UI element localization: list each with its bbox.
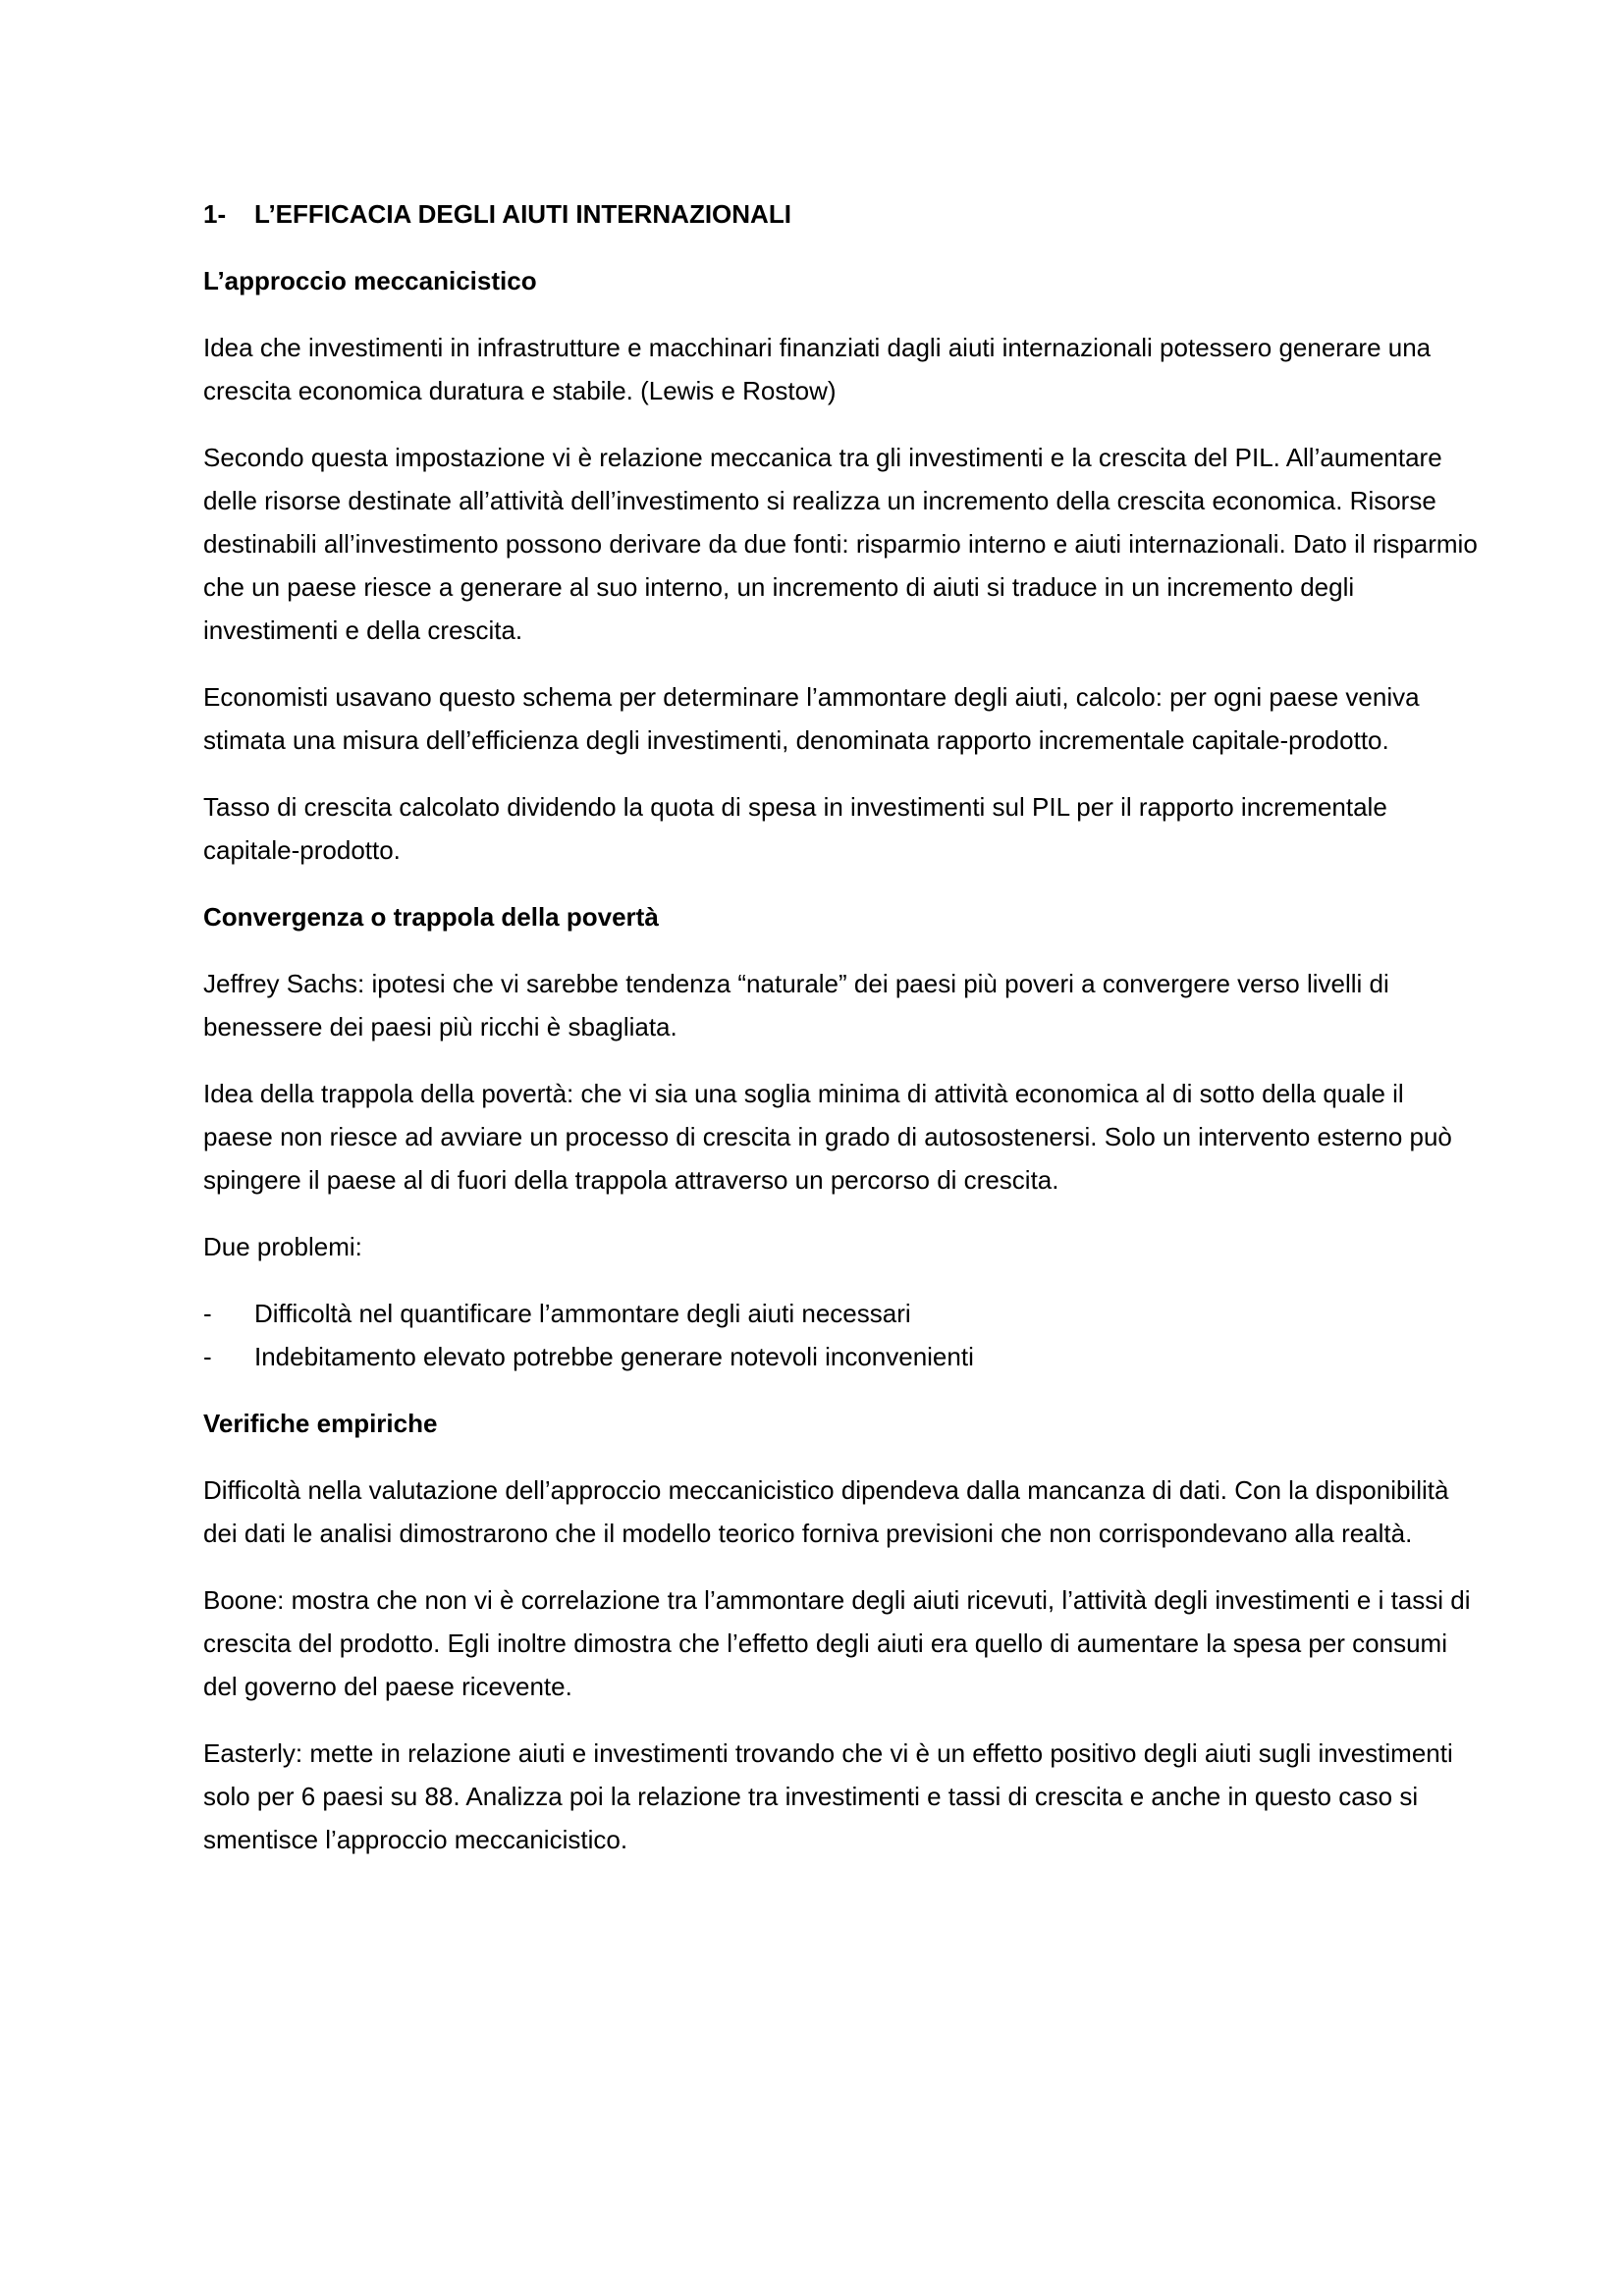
paragraph: Economisti usavano questo schema per determinare l’ammontare degli aiuti, calcolo: per ogni paese veniva stimata una misura dell’efficienza degli investimenti, denominata rapporto incrementale capitale-prodotto. (203, 682, 1420, 755)
paragraph: Secondo questa impostazione vi è relazione meccanica tra gli investimenti e la crescita del PIL. All’aumentare delle risorse destinate all’attività dell’investimento si realizza un incremento della crescita economica. Risorse destinabili all’investimento possono derivare da due fonti: risparmio interno e aiuti internazionali. Dato il risparmio che un paese riesce a generare al suo interno, un incremento di aiuti si traduce in un incremento degli investimenti e della crescita. (203, 443, 1478, 645)
bullet-text: Difficoltà nel quantificare l’ammontare degli aiuti necessari (254, 1299, 911, 1328)
bullet-item (203, 1335, 1480, 1378)
bullet-text: Indebitamento elevato potrebbe generare notevoli inconvenienti (254, 1342, 974, 1371)
bullet-item (203, 1292, 1480, 1335)
document-title (203, 192, 1480, 236)
section-heading-approccio: L’approccio meccanicistico (203, 266, 537, 295)
bullet-dash: - (203, 1299, 212, 1328)
document-page (203, 192, 1480, 1885)
paragraph: Easterly: mette in relazione aiuti e investimenti trovando che vi è un effetto positivo degli aiuti sugli investimenti solo per 6 paesi su 88. Analizza poi la relazione tra investimenti e tassi di crescita e anche in questo caso si smentisce l’approccio meccanicistico. (203, 1738, 1453, 1854)
paragraph: Difficoltà nella valutazione dell’approccio meccanicistico dipendeva dalla mancanza di dati. Con la disponibilità dei dati le analisi dimostrarono che il modello teorico forniva previsioni che non corrispondevano alla realtà. (203, 1475, 1449, 1548)
bullet-list (203, 1292, 1480, 1378)
paragraph: Due problemi: (203, 1232, 362, 1261)
paragraph: Tasso di crescita calcolato dividendo la quota di spesa in investimenti sul PIL per il rapporto incrementale capitale-prodotto. (203, 792, 1387, 865)
paragraph: Idea della trappola della povertà: che vi sia una soglia minima di attività economica al di sotto della quale il paese non riesce ad avviare un processo di crescita in grado di autosostenersi. Solo un intervento esterno può spingere il paese al di fuori della trappola attraverso un percorso di crescita. (203, 1079, 1452, 1195)
section-heading-convergenza: Convergenza o trappola della povertà (203, 902, 659, 932)
section-heading-verifiche: Verifiche empiriche (203, 1409, 438, 1438)
title-number: 1- (203, 199, 227, 229)
paragraph: Jeffrey Sachs: ipotesi che vi sarebbe tendenza “naturale” dei paesi più poveri a convergere verso livelli di benessere dei paesi più ricchi è sbagliata. (203, 969, 1389, 1041)
paragraph: Boone: mostra che non vi è correlazione tra l’ammontare degli aiuti ricevuti, l’attività degli investimenti e i tassi di crescita del prodotto. Egli inoltre dimostra che l’effetto degli aiuti era quello di aumentare la spesa per consumi del governo del paese ricevente. (203, 1585, 1471, 1701)
bullet-dash: - (203, 1342, 212, 1371)
title-text: L’EFFICACIA DEGLI AIUTI INTERNAZIONALI (254, 199, 791, 229)
paragraph: Idea che investimenti in infrastrutture e macchinari finanziati dagli aiuti internazionali potessero generare una crescita economica duratura e stabile. (Lewis e Rostow) (203, 333, 1432, 405)
